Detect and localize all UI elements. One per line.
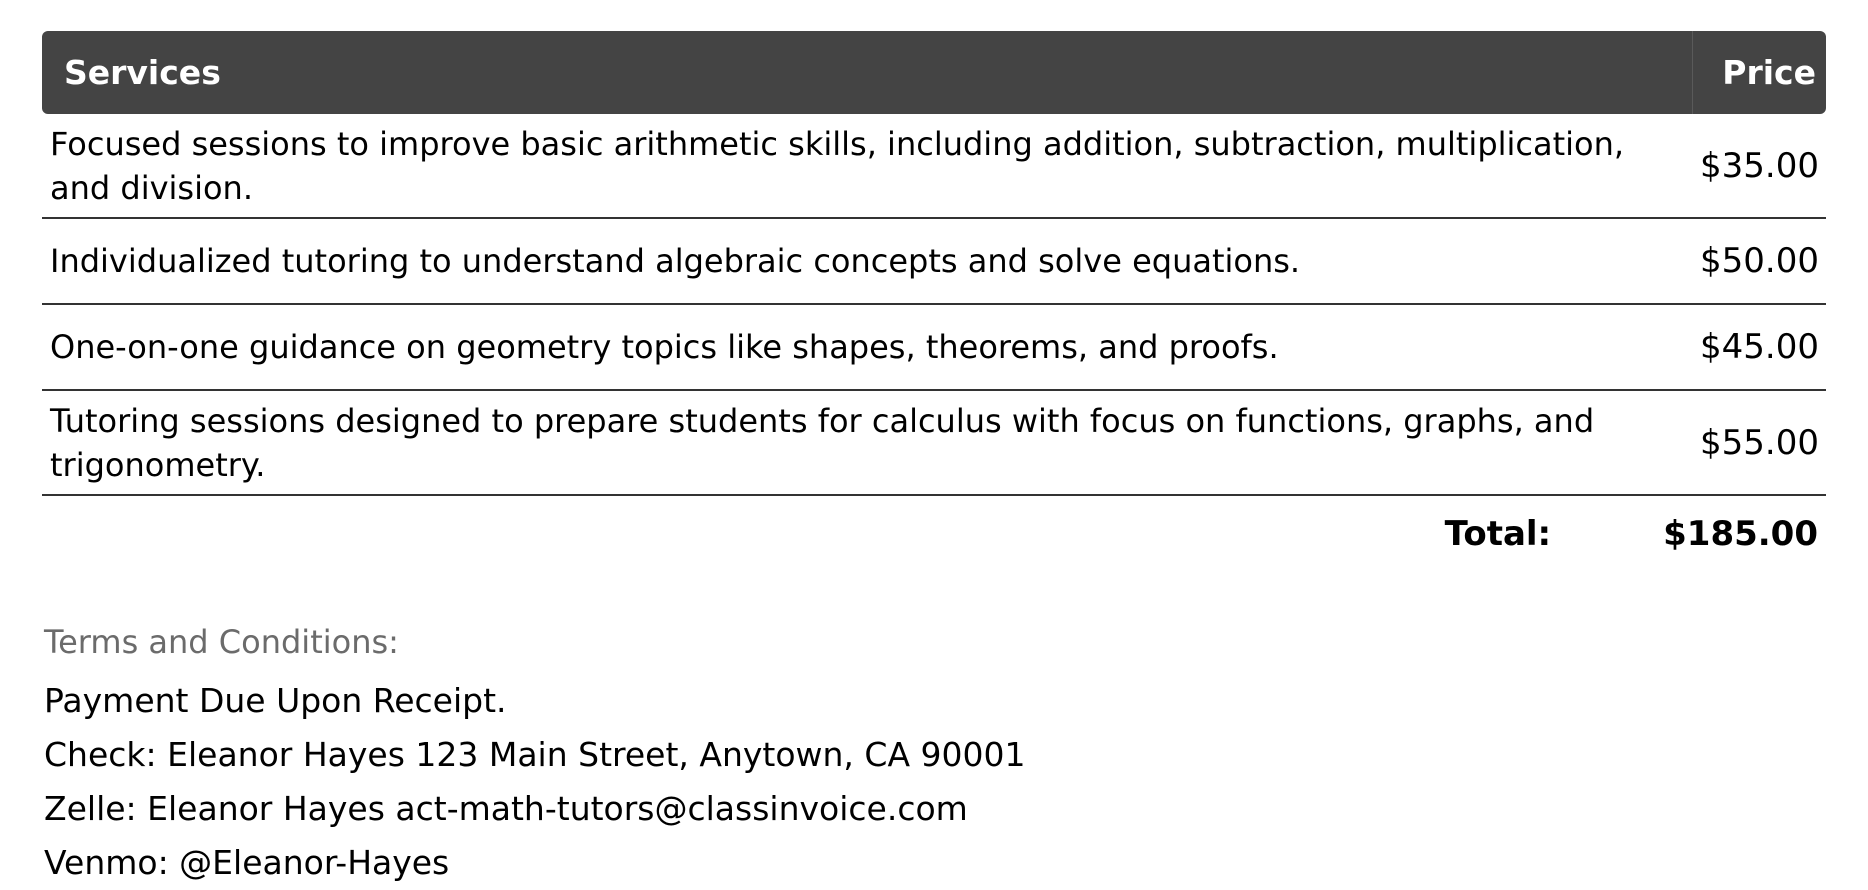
service-description: Tutoring sessions designed to prepare students for calculus with focus on functions, graphs, and trigonometry. <box>42 390 1692 495</box>
service-description: Focused sessions to improve basic arithmetic skills, including addition, subtraction, multiplication, and division. <box>42 114 1692 218</box>
terms-section <box>44 620 1744 890</box>
table-header-row <box>42 31 1826 114</box>
terms-heading: Terms and Conditions: <box>44 623 399 661</box>
total-label: Total: <box>1444 514 1552 554</box>
service-price: $50.00 <box>1692 218 1826 304</box>
table-body <box>42 114 1826 495</box>
venmo-payment-line: Venmo: @Eleanor-Hayes <box>44 843 450 882</box>
services-table <box>42 31 1826 496</box>
service-price: $35.00 <box>1692 114 1826 218</box>
service-price: $45.00 <box>1692 304 1826 390</box>
total-row <box>1445 514 1818 554</box>
service-description: One-on-one guidance on geometry topics like shapes, theorems, and proofs. <box>42 304 1692 390</box>
service-description: Individualized tutoring to understand algebraic concepts and solve equations. <box>42 218 1692 304</box>
check-payment-line: Check: Eleanor Hayes 123 Main Street, Anytown, CA 90001 <box>44 735 1026 774</box>
total-value: $185.00 <box>1663 514 1818 554</box>
table-row <box>42 114 1826 218</box>
table-row <box>42 218 1826 304</box>
table-header <box>42 31 1826 114</box>
zelle-payment-line: Zelle: Eleanor Hayes act-math-tutors@classinvoice.com <box>44 789 968 828</box>
services-column-header: Services <box>42 31 1692 114</box>
payment-due-line: Payment Due Upon Receipt. <box>44 681 507 720</box>
table-row <box>42 304 1826 390</box>
service-price: $55.00 <box>1692 390 1826 495</box>
table-row <box>42 390 1826 495</box>
price-column-header: Price <box>1692 31 1826 114</box>
